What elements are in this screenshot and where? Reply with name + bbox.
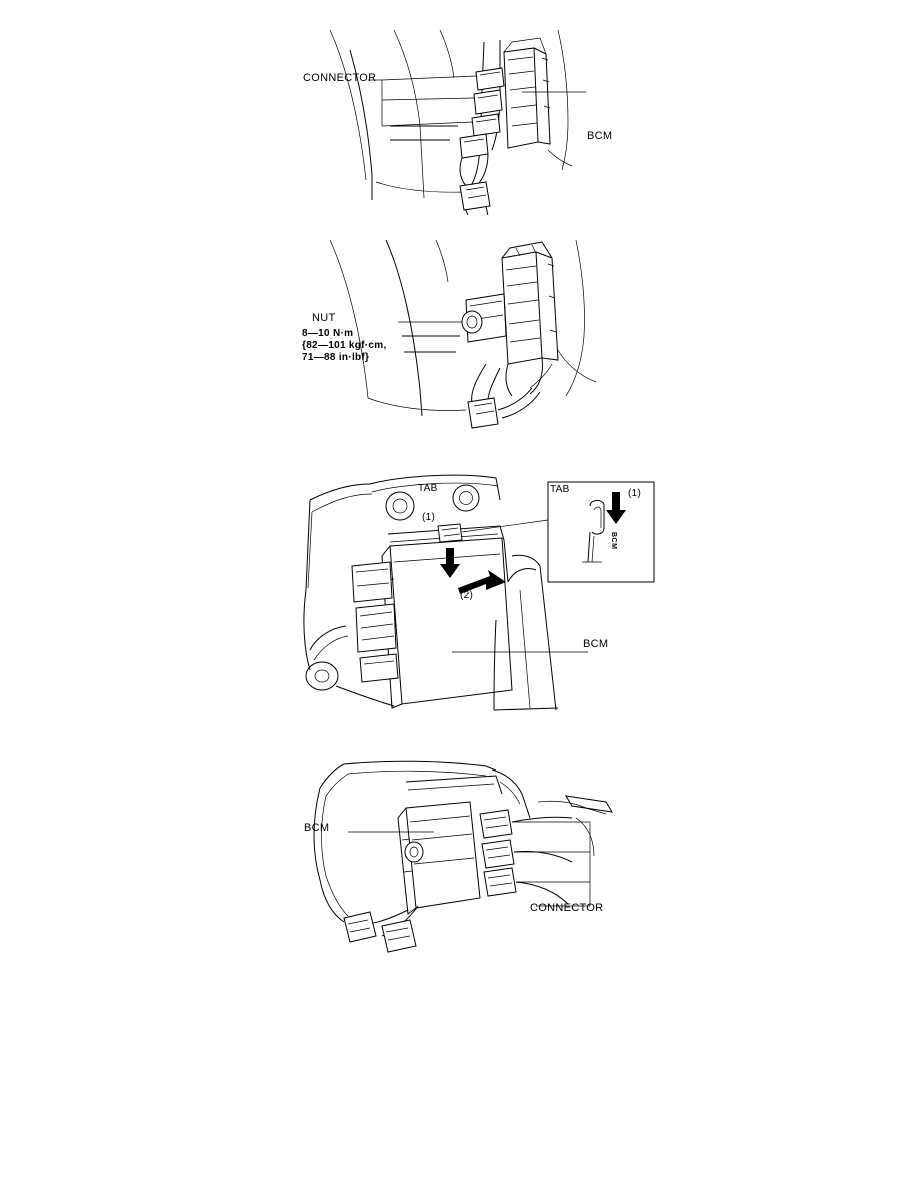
figure-1-bcm-connector-upper <box>290 30 670 215</box>
figure-3-detail-vertical-label: BCM <box>610 532 617 550</box>
figure-3-bcm-label: BCM <box>583 638 609 650</box>
figure-2-nut-label: NUT <box>312 312 336 324</box>
figure-1-connector-label: CONNECTOR <box>303 72 377 84</box>
figure-2-torque-line-1: 8—10 N·m <box>302 328 354 339</box>
figure-2-bcm-nut <box>290 240 670 430</box>
figure-4-bcm-connector-lower <box>290 760 680 960</box>
figure-2-torque-line-3: 71—88 in·lbf} <box>302 352 370 363</box>
figure-1-bcm-label: BCM <box>587 130 613 142</box>
figure-2-torque-line-2: {82—101 kgf·cm, <box>302 340 387 351</box>
figure-4-illustration <box>290 760 680 960</box>
figure-4-bcm-label: BCM <box>304 822 330 834</box>
figure-3-tab-label-main: TAB <box>418 483 438 494</box>
figure-3-illustration <box>290 470 680 740</box>
figure-1-illustration <box>290 30 670 215</box>
figure-4-connector-label: CONNECTOR <box>530 902 604 914</box>
figure-3-step-2-main: (2) <box>460 590 474 601</box>
figure-3-step-1-main: (1) <box>422 512 436 523</box>
figure-3-bcm-leader <box>420 640 640 660</box>
figure-3-tab-label-detail: TAB <box>550 484 570 495</box>
figure-3-step-1-detail: (1) <box>628 488 642 499</box>
figure-3-bcm-tab-removal <box>290 470 680 740</box>
